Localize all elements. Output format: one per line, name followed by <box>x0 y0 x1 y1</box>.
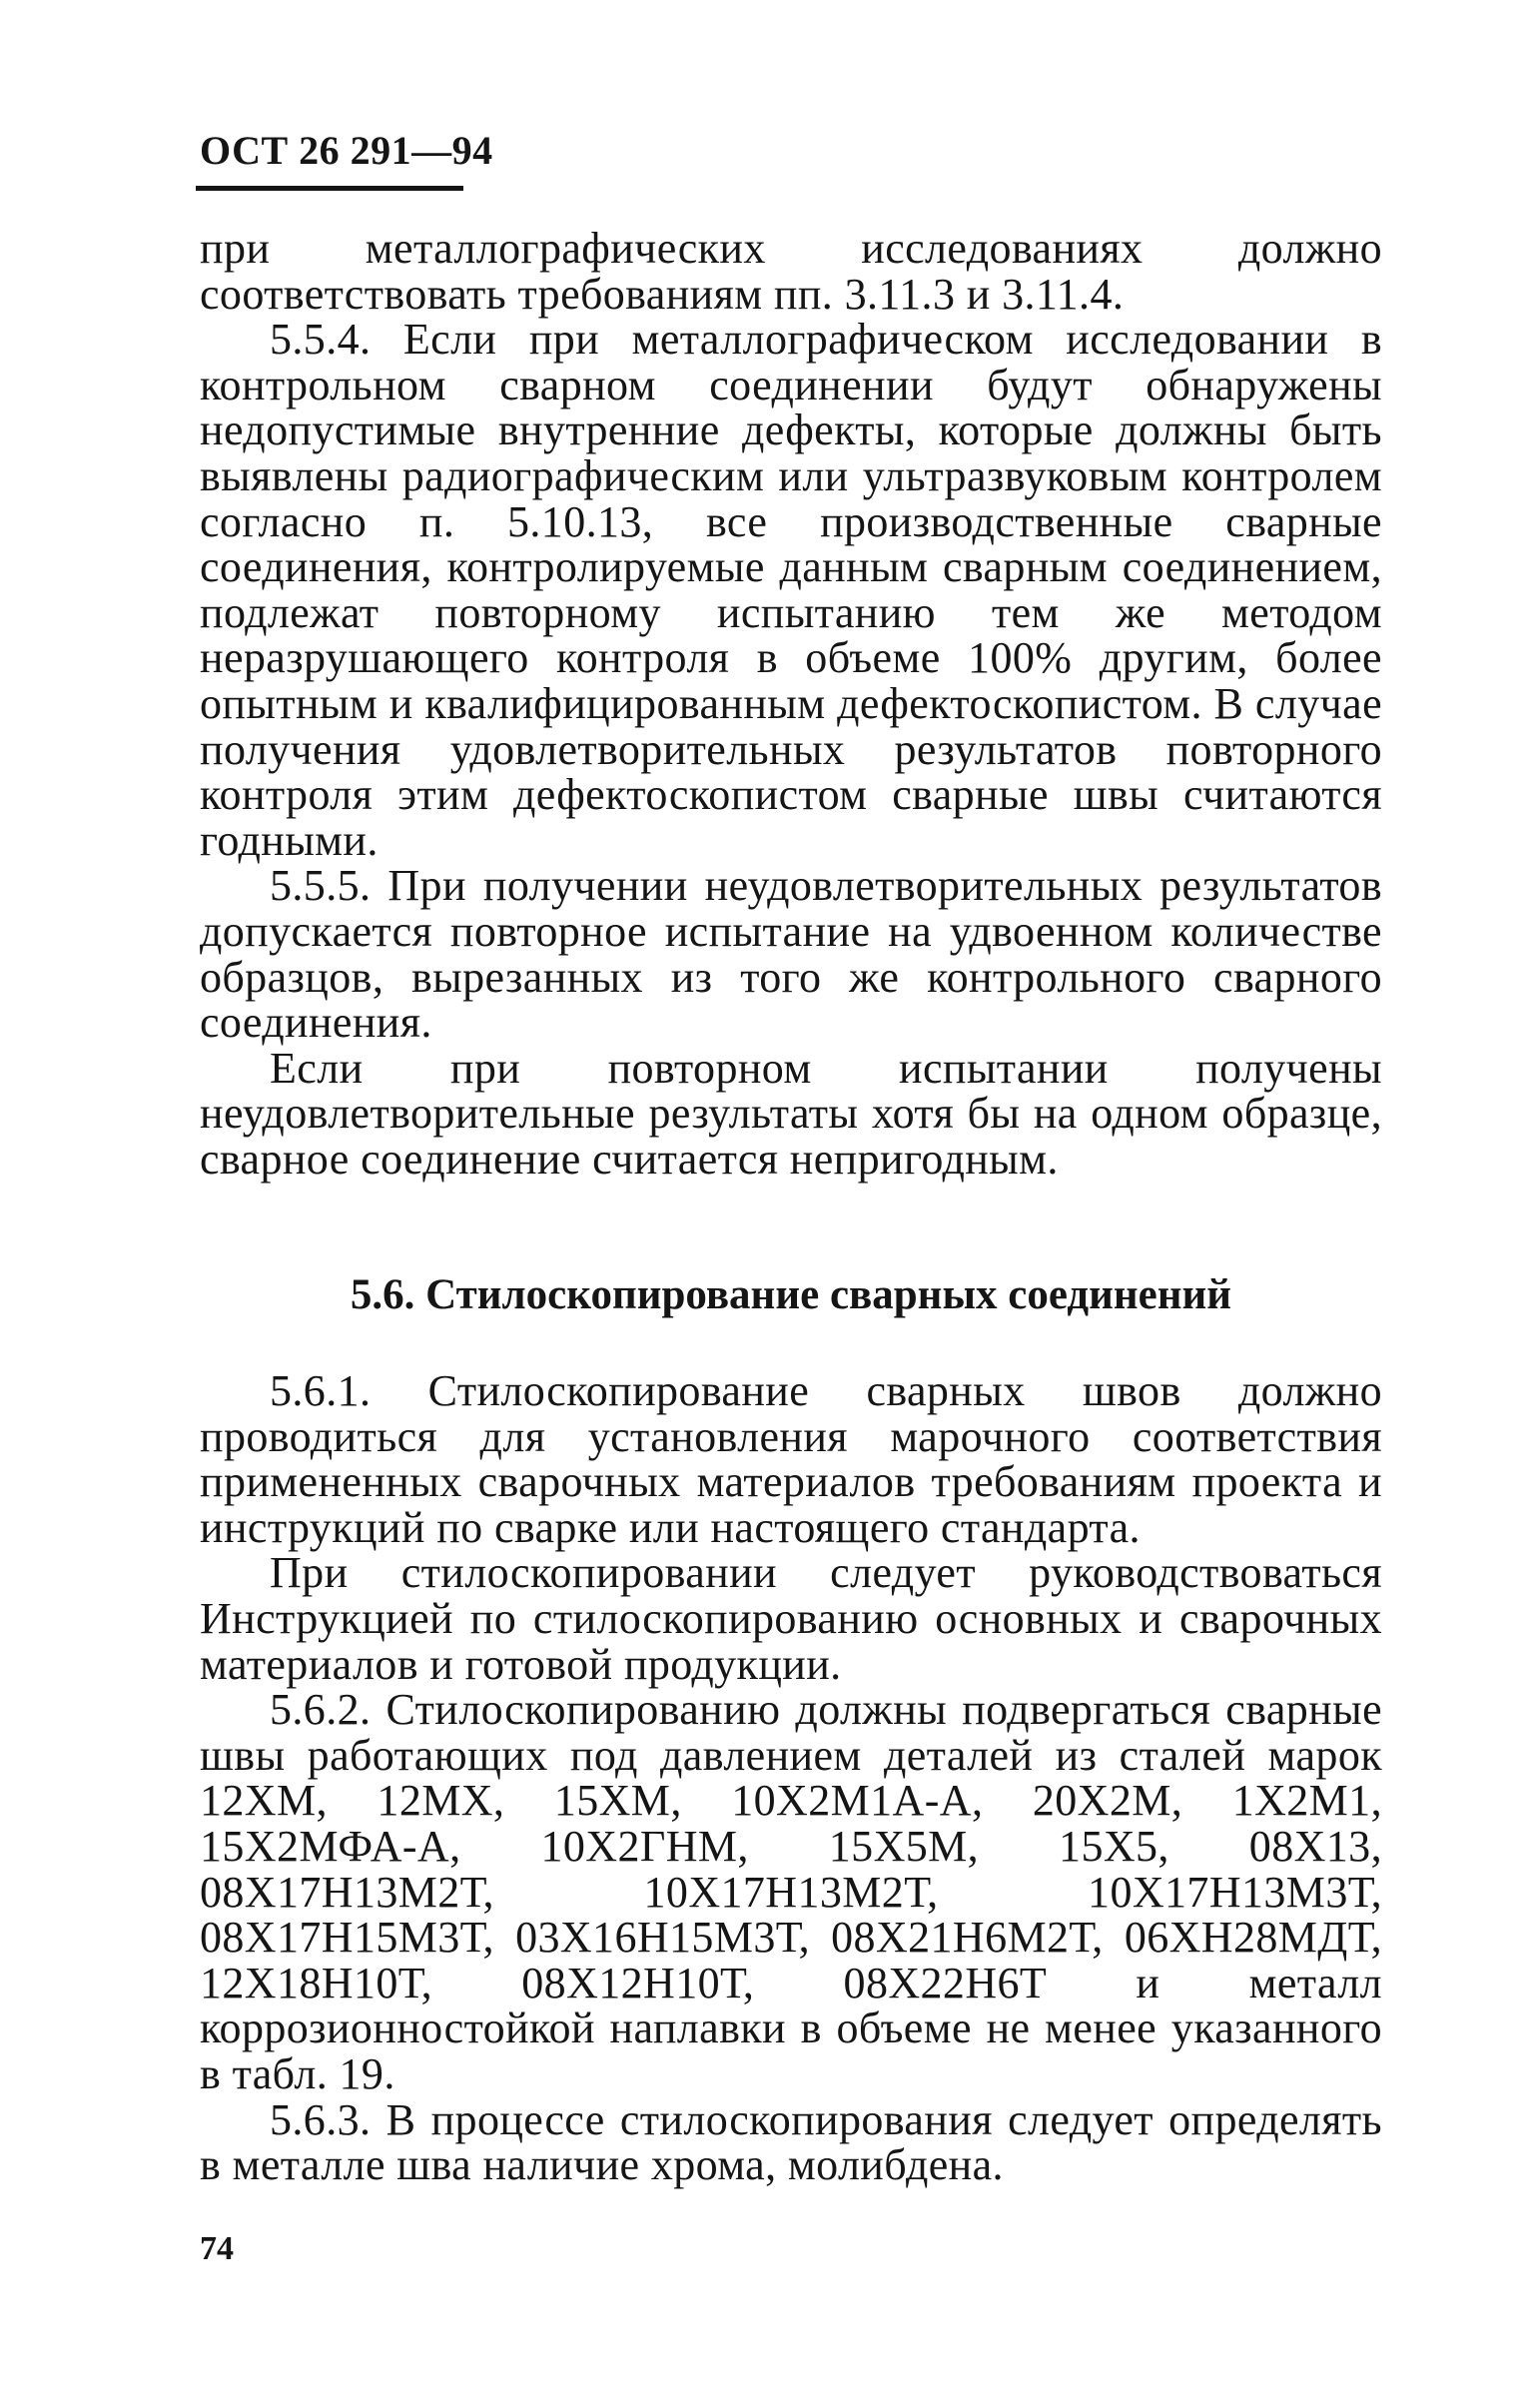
paragraph-5-6-3: 5.6.3. В процессе стилоскопирования следует определять в металле шва наличие хрома, молибдена. <box>200 2094 1382 2190</box>
section-heading: 5.6. Стилоскопирование сварных соединений <box>350 1271 1232 1318</box>
top-text-block <box>200 226 1382 1182</box>
header-underline <box>196 186 463 191</box>
page-number: 74 <box>200 2230 234 2267</box>
paragraph-5-5-5: 5.5.5. При получении неудовлетворительных результатов допускается повторное испытание на удвоенном количестве образцов, вырезанных из того же контрольного сварного соединения. <box>200 861 1382 1048</box>
paragraph-retest: Если при повторном испытании получены неудовлетворительные результаты хотя бы на одном образце, сварное соединение считается непригодным. <box>200 1043 1382 1184</box>
paragraph-5-6-1: 5.6.1. Стилоскопирование сварных швов должно проводиться для установления марочного соответствия примененных сварочных материалов требованиям проекта и инструкций по сварке или настоящего стандарта. <box>200 1366 1382 1552</box>
paragraph-continuation: при металлографических исследованиях должно соответствовать требованиям пп. 3.11.3 и 3.11.4. <box>200 224 1382 319</box>
paragraph-5-6-2: 5.6.2. Стилоскопированию должны подвергаться сварные швы работающих под давлением деталей из сталей марок 12ХМ, 12МХ, 15ХМ, 10Х2М1А-А, 20Х2М, 1Х2М1, 15Х2МФА-А, 10Х2ГНМ, 15Х5М, 15Х5, 08Х13, 08Х17Н13М2Т, 10Х17Н13М2Т, 10Х17Н13М3Т, 08Х17Н15М3Т, 03Х16Н15М3Т, 08Х21Н6М2Т, 06ХН28МДТ, 12Х18Н10Т, 08Х12Н10Т, 08Х22Н6Т и металл коррозионностойкой наплавки в объеме не менее указанного в табл. 19. <box>200 1685 1382 2098</box>
document-code-header: ОСТ 26 291—94 <box>200 128 493 173</box>
bottom-text-block <box>200 1368 1382 2188</box>
paragraph-5-5-4: 5.5.4. Если при металлографическом исследовании в контрольном сварном соединении будут обнаружены недопустимые внутренние дефекты, которые должны быть выявлены радиографическим или ультразвуковым контролем согласно п. 5.10.13, все производственные сварные соединения, контролируемые данным сварным соединением, подлежат повторному испытанию тем же методом неразрушающего контроля в объеме 100% другим, более опытным и квалифицированным дефектоскопистом. В случае получения удовлетворительных результатов повторного контроля этим дефектоскопистом сварные швы считаются годными. <box>200 315 1382 865</box>
paragraph-instruction: При стилоскопировании следует руководствоваться Инструкцией по стилоскопированию основных и сварочных материалов и готовой продукции. <box>200 1548 1382 1689</box>
